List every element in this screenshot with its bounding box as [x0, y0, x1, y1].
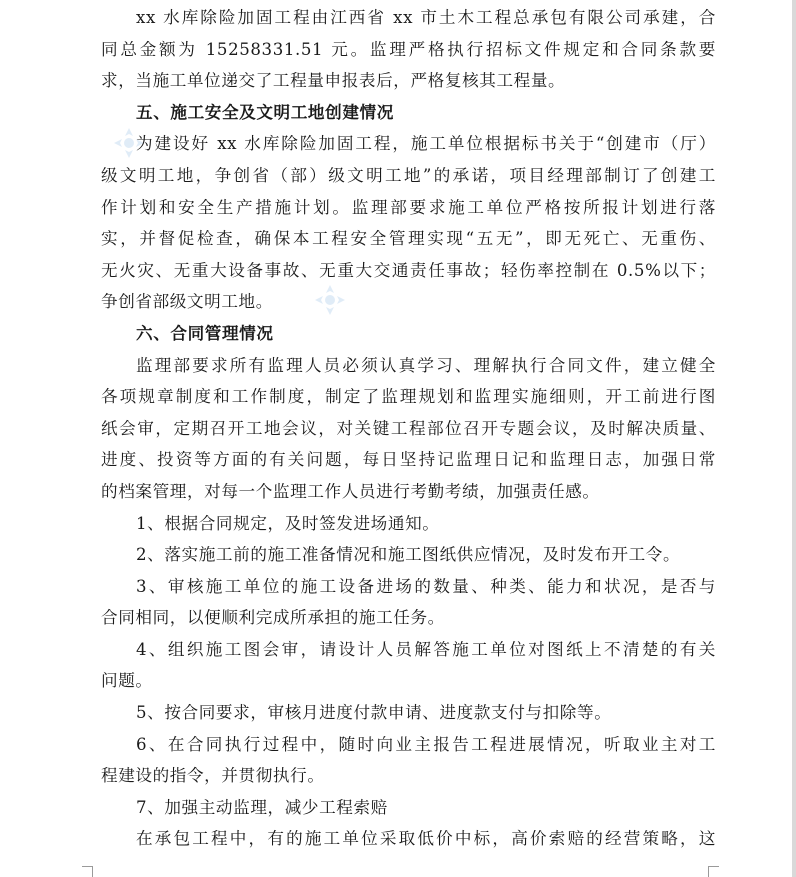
- list-item-4: 4、组织施工图会审，请设计人员解答施工单位对图纸上不清楚的有关: [136, 639, 716, 659]
- list-item-3-cont: 合同相同，以便顺利完成所承担的施工任务。: [101, 608, 445, 628]
- text-line-1: xx 水库除险加固工程由江西省 xx 市土木工程总承包有限公司承建，合: [136, 8, 716, 27]
- section-heading-6: 六、合同管理情况: [136, 323, 274, 343]
- crop-mark-bottom-left: [82, 866, 93, 877]
- text-line-15: 进度、投资等方面的有关问题，每日坚持记监理日记和监理日志，加强日常: [101, 450, 716, 470]
- text-line-5: 为建设好 xx 水库除险加固工程，施工单位根据标书关于“创建市（厅）: [136, 134, 716, 154]
- text-line-8: 实，并督促检查，确保本工程安全管理实现“五无”，即无死亡、无重伤、: [101, 229, 716, 249]
- list-item-4-cont: 问题。: [101, 671, 153, 691]
- text-line-16: 的档案管理，对每一个监理工作人员进行考勤考绩，加强责任感。: [101, 481, 600, 501]
- list-item-6-cont: 程建设的指令，并贯彻执行。: [101, 766, 325, 786]
- list-item-5: 5、按合同要求，审核月进度付款申请、进度款支付与扣除等。: [136, 703, 612, 723]
- text-line-14: 纸会审，定期召开工地会议，对关键工程部位召开专题会议，及时解决质量、: [101, 418, 716, 438]
- list-item-7: 7、加强主动监理，减少工程索赔: [136, 797, 388, 817]
- text-line-2: 同总金额为 15258331.51 元。监理严格执行招标文件规定和合同条款要: [101, 39, 716, 59]
- list-item-3: 3、审核施工单位的施工设备进场的数量、种类、能力和状况，是否与: [136, 576, 716, 596]
- crop-mark-bottom-right: [708, 866, 719, 877]
- list-item-6: 6、在合同执行过程中，随时向业主报告工程进展情况，听取业主对工: [136, 734, 716, 754]
- section-heading-5: 五、施工安全及文明工地创建情况: [136, 102, 394, 122]
- list-item-2: 2、落实施工前的施工准备情况和施工图纸供应情况，及时发布开工令。: [136, 545, 681, 565]
- text-line-7: 作计划和安全生产措施计划。监理部要求施工单位严格按所报计划进行落: [101, 197, 716, 217]
- text-line-13: 各项规章制度和工作制度，制定了监理规划和监理实施细则，开工前进行图: [101, 387, 716, 407]
- text-line-6: 级文明工地，争创省（部）级文明工地”的承诺，项目经理部制订了创建工: [101, 165, 716, 185]
- text-line-12: 监理部要求所有监理人员必须认真学习、理解执行合同文件，建立健全: [136, 355, 716, 375]
- text-line-27: 在承包工程中，有的施工单位采取低价中标，高价索赔的经营策略，这: [136, 829, 716, 849]
- text-line-10: 争创省部级文明工地。: [101, 292, 273, 312]
- text-line-3: 求，当施工单位递交了工程量申报表后，严格复核其工程量。: [101, 71, 566, 91]
- list-item-1: 1、根据合同规定，及时签发进场通知。: [136, 513, 440, 533]
- document-body: [101, 2, 716, 855]
- page-edge-scroll-border: [792, 0, 796, 877]
- text-line-9: 无火灾、无重大设备事故、无重大交通责任事故；轻伤率控制在 0.5%以下；: [101, 260, 716, 280]
